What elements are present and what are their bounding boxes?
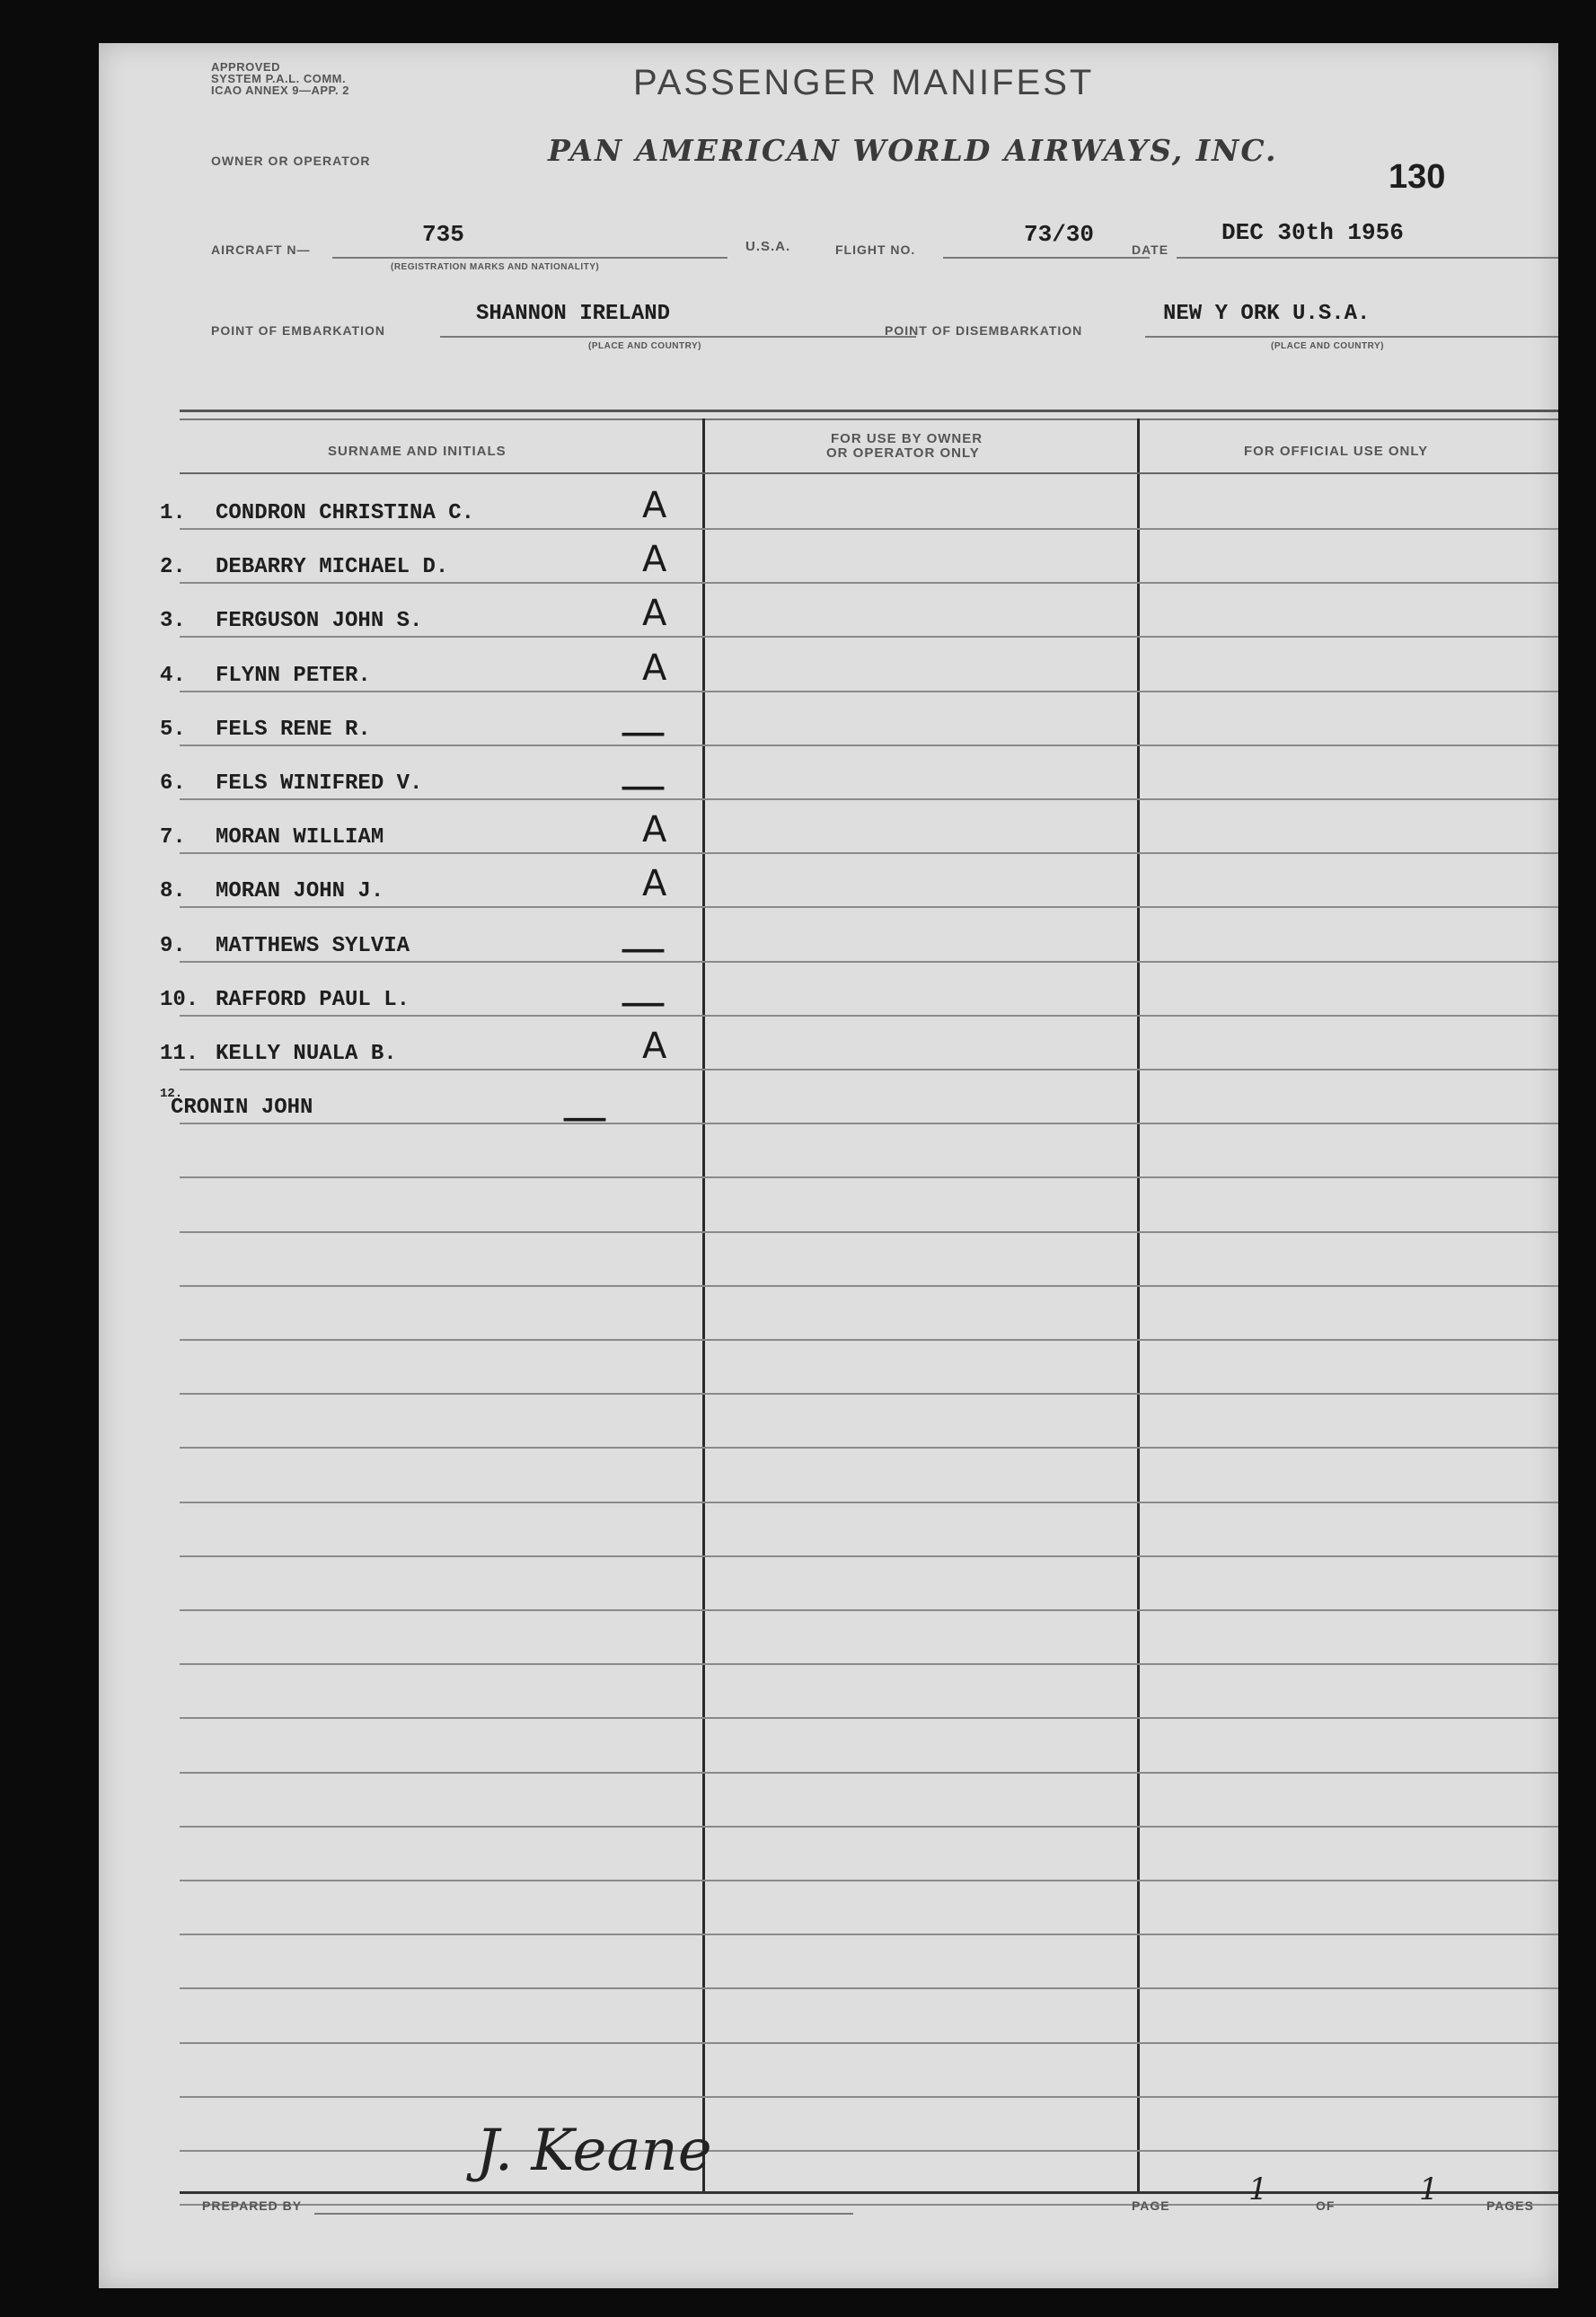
disembark-value: NEW Y ORK U.S.A. bbox=[1163, 302, 1371, 326]
embark-underline bbox=[440, 336, 916, 338]
embark-value: SHANNON IRELAND bbox=[476, 302, 671, 326]
row-number: 10. bbox=[160, 988, 199, 1012]
inspection-mark: A bbox=[642, 863, 667, 904]
row-rule bbox=[180, 1772, 1558, 1774]
prepared-label: PREPARED BY bbox=[202, 2198, 303, 2213]
passenger-name: MORAN WILLIAM bbox=[216, 825, 384, 850]
row-rule bbox=[180, 1609, 1558, 1611]
aircraft-value: 735 bbox=[422, 221, 464, 248]
row-number: 3. bbox=[160, 609, 186, 633]
column-header-owner-use: OR OPERATOR ONLY bbox=[826, 445, 980, 461]
row-number: 5. bbox=[160, 718, 186, 742]
pages-label: PAGES bbox=[1486, 2198, 1534, 2213]
row-rule bbox=[180, 1015, 1558, 1017]
flight-label: FLIGHT NO. bbox=[835, 242, 916, 257]
passenger-name: CONDRON CHRISTINA C. bbox=[216, 501, 475, 525]
approval-line: ICAO ANNEX 9—APP. 2 bbox=[211, 84, 349, 97]
passenger-name: MATTHEWS SYLVIA bbox=[216, 934, 410, 958]
row-rule bbox=[180, 2096, 1558, 2098]
row-rule bbox=[180, 1393, 1558, 1395]
row-rule bbox=[180, 798, 1558, 800]
page-label: PAGE bbox=[1132, 2198, 1170, 2213]
row-rule bbox=[180, 1447, 1558, 1449]
row-number: 7. bbox=[160, 825, 186, 850]
passenger-name: FLYNN PETER. bbox=[216, 664, 371, 688]
row-rule bbox=[180, 1339, 1558, 1341]
row-number: 8. bbox=[160, 879, 186, 903]
row-rule bbox=[180, 636, 1558, 638]
place-note: (PLACE AND COUNTRY) bbox=[588, 341, 701, 351]
row-number: 1. bbox=[160, 501, 186, 525]
aircraft-underline bbox=[332, 257, 727, 259]
usa-label: U.S.A. bbox=[745, 239, 791, 254]
table-top-rule bbox=[180, 410, 1558, 412]
passenger-name: FERGUSON JOHN S. bbox=[216, 609, 423, 633]
date-value: DEC 30th 1956 bbox=[1221, 219, 1404, 246]
row-rule bbox=[180, 1285, 1558, 1287]
inspection-mark: A bbox=[642, 809, 667, 850]
aircraft-label: AIRCRAFT N— bbox=[211, 242, 311, 257]
page-number: 130 bbox=[1389, 158, 1446, 196]
row-rule bbox=[180, 1555, 1558, 1557]
row-rule bbox=[180, 582, 1558, 584]
row-rule bbox=[180, 1987, 1558, 1989]
page-title: PASSENGER MANIFEST bbox=[633, 63, 1095, 102]
header-rule bbox=[180, 472, 1558, 474]
inspection-mark: — bbox=[620, 921, 666, 975]
approval-line: APPROVED bbox=[211, 60, 280, 74]
passenger-name: DEBARRY MICHAEL D. bbox=[216, 555, 449, 579]
signature: J. Keane bbox=[476, 2118, 712, 2184]
of-label: OF bbox=[1316, 2198, 1336, 2213]
passenger-name: MORAN JOHN J. bbox=[216, 879, 384, 903]
inspection-mark: A bbox=[642, 648, 667, 689]
disembark-underline bbox=[1145, 336, 1558, 338]
row-rule bbox=[180, 1069, 1558, 1070]
passenger-name: FELS WINIFRED V. bbox=[216, 771, 423, 796]
row-rule bbox=[180, 1880, 1558, 1881]
page-value: 1 bbox=[1248, 2172, 1268, 2207]
table-bottom-rule bbox=[180, 2191, 1558, 2194]
flight-value: 73/30 bbox=[1024, 221, 1095, 248]
approval-line: SYSTEM P.A.L. COMM. bbox=[211, 72, 347, 85]
date-label: DATE bbox=[1132, 242, 1169, 257]
row-number: 2. bbox=[160, 555, 186, 579]
row-rule bbox=[180, 691, 1558, 692]
manifest-sheet bbox=[99, 43, 1558, 2288]
row-number: 6. bbox=[160, 771, 186, 796]
row-number: 12. bbox=[160, 1087, 183, 1101]
passenger-name: KELLY NUALA B. bbox=[216, 1042, 397, 1066]
row-rule bbox=[180, 2204, 1558, 2206]
row-number: 4. bbox=[160, 664, 186, 688]
inspection-mark: — bbox=[620, 705, 666, 759]
row-rule bbox=[180, 1826, 1558, 1828]
row-number: 11. bbox=[160, 1042, 199, 1066]
inspection-mark: — bbox=[620, 759, 666, 813]
approval-block bbox=[211, 61, 349, 96]
place-note: (PLACE AND COUNTRY) bbox=[1271, 341, 1384, 351]
row-rule bbox=[180, 1123, 1558, 1124]
row-rule bbox=[180, 528, 1558, 530]
inspection-mark: — bbox=[561, 1090, 608, 1144]
row-rule bbox=[180, 1231, 1558, 1233]
date-underline bbox=[1177, 257, 1558, 259]
column-divider bbox=[702, 418, 705, 2192]
inspection-mark: — bbox=[620, 975, 666, 1029]
flight-underline bbox=[943, 257, 1150, 259]
row-rule bbox=[180, 906, 1558, 908]
passenger-name: FELS RENE R. bbox=[216, 718, 371, 742]
inspection-mark: A bbox=[642, 485, 667, 526]
owner-value: PAN AMERICAN WORLD AIRWAYS, INC. bbox=[548, 133, 1278, 168]
embark-label: POINT OF EMBARKATION bbox=[211, 323, 385, 338]
row-rule bbox=[180, 852, 1558, 854]
prepared-underline bbox=[314, 2213, 853, 2215]
table-top-rule-2 bbox=[180, 418, 1558, 420]
inspection-mark: A bbox=[642, 1026, 667, 1067]
passenger-name: RAFFORD PAUL L. bbox=[216, 988, 410, 1012]
row-rule bbox=[180, 1717, 1558, 1719]
column-divider bbox=[1137, 418, 1140, 2192]
column-header-official: FOR OFFICIAL USE ONLY bbox=[1244, 444, 1429, 459]
row-rule bbox=[180, 1176, 1558, 1178]
row-rule bbox=[180, 744, 1558, 746]
inspection-mark: A bbox=[642, 539, 667, 580]
column-header-surname: SURNAME AND INITIALS bbox=[328, 444, 507, 459]
row-number: 9. bbox=[160, 934, 186, 958]
owner-label: OWNER OR OPERATOR bbox=[211, 154, 371, 168]
disembark-label: POINT OF DISEMBARKATION bbox=[885, 323, 1083, 338]
of-value: 1 bbox=[1419, 2172, 1439, 2207]
row-rule bbox=[180, 1502, 1558, 1503]
row-rule bbox=[180, 1663, 1558, 1665]
inspection-mark: A bbox=[642, 593, 667, 634]
row-rule bbox=[180, 2042, 1558, 2044]
row-rule bbox=[180, 961, 1558, 963]
registration-note: (REGISTRATION MARKS AND NATIONALITY) bbox=[391, 262, 600, 272]
row-rule bbox=[180, 1934, 1558, 1935]
row-rule bbox=[180, 2150, 1558, 2152]
column-header-owner-use: FOR USE BY OWNER bbox=[831, 431, 983, 446]
passenger-name: CRONIN JOHN bbox=[171, 1096, 313, 1120]
